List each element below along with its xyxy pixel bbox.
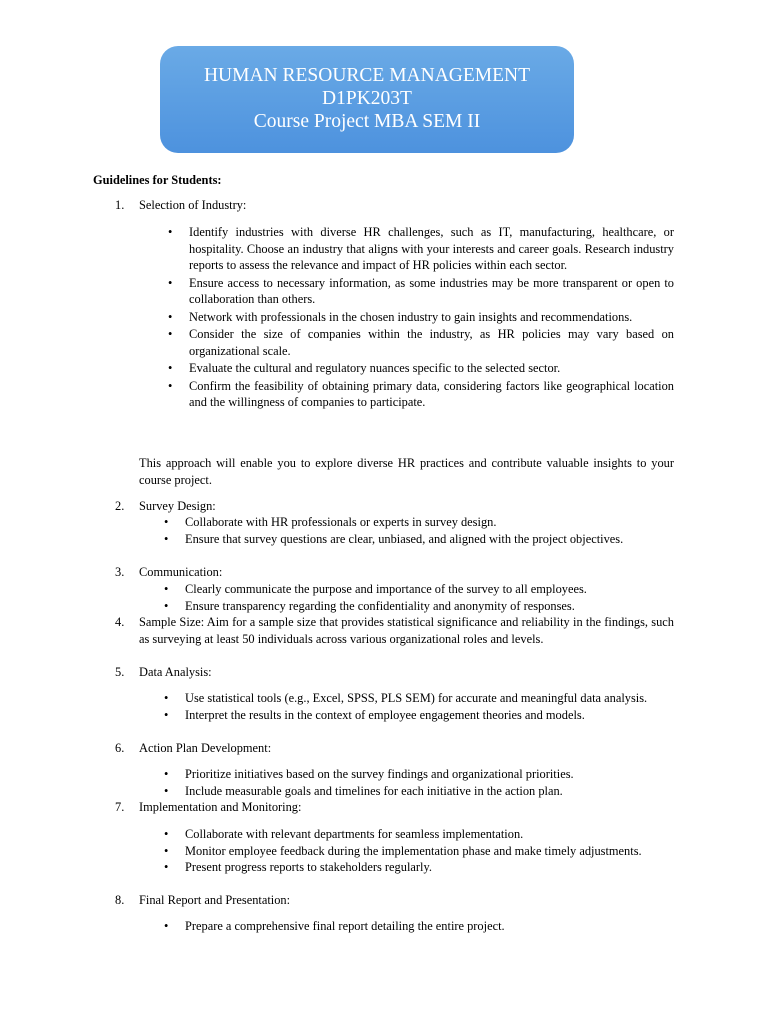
- section-6-bullets: [185, 766, 674, 799]
- section-7-bullets: [185, 826, 674, 876]
- section-title: Action Plan Development:: [139, 741, 272, 755]
- list-item: • Prioritize initiatives based on the survey findings and organizational priorities.: [185, 766, 674, 783]
- list-item: • Identify industries with diverse HR challenges, such as IT, manufacturing, healthcare, or hospitality. Choose an industry that aligns with your interests and career goals. Research industry reports to assess the relevance and impact of HR policies within each sector.: [189, 224, 674, 274]
- list-item: • Collaborate with relevant departments for seamless implementation.: [185, 826, 674, 843]
- section-1-closing: This approach will enable you to explore diverse HR practices and contribute valuable insights to your course project.: [139, 456, 674, 487]
- section-8-bullets: [185, 918, 674, 935]
- section-number: 2.: [115, 499, 125, 513]
- list-item: • Collaborate with HR professionals or experts in survey design.: [185, 514, 674, 531]
- section-3-bullets: [185, 581, 674, 614]
- section-number: 3.: [115, 565, 125, 579]
- section-title: Implementation and Monitoring:: [139, 800, 302, 814]
- section-title: Communication:: [139, 565, 223, 579]
- section-5-bullets: [185, 690, 674, 723]
- course-title: HUMAN RESOURCE MANAGEMENT: [203, 65, 531, 86]
- list-item: • Interpret the results in the context of employee engagement theories and models.: [185, 707, 674, 724]
- list-item: • Consider the size of companies within the industry, as HR policies may vary based on organizational scale.: [189, 326, 674, 359]
- list-item: • Present progress reports to stakeholders regularly.: [185, 859, 674, 876]
- list-item: • Clearly communicate the purpose and importance of the survey to all employees.: [185, 581, 674, 598]
- section-number: 4.: [115, 615, 125, 629]
- list-item: • Ensure access to necessary information, as some industries may be more transparent or open to collaboration than others.: [189, 275, 674, 308]
- course-subtitle: Course Project MBA SEM II: [253, 111, 481, 132]
- list-item: • Ensure that survey questions are clear, unbiased, and aligned with the project objectives.: [185, 531, 674, 548]
- section-title: Data Analysis:: [139, 665, 212, 679]
- section-2-bullets: [185, 514, 674, 547]
- section-number: 6.: [115, 741, 125, 755]
- section-title: Final Report and Presentation:: [139, 893, 291, 907]
- list-item: • Use statistical tools (e.g., Excel, SPSS, PLS SEM) for accurate and meaningful data analysis.: [185, 690, 674, 707]
- list-item: • Evaluate the cultural and regulatory nuances specific to the selected sector.: [189, 360, 674, 377]
- course-code: D1PK203T: [322, 88, 412, 109]
- section-number: 8.: [115, 893, 125, 907]
- section-number: 7.: [115, 800, 125, 814]
- list-item: • Ensure transparency regarding the confidentiality and anonymity of responses.: [185, 598, 674, 615]
- section-number: 5.: [115, 665, 125, 679]
- list-item: • Prepare a comprehensive final report detailing the entire project.: [185, 918, 674, 935]
- list-item: • Include measurable goals and timelines for each initiative in the action plan.: [185, 783, 674, 800]
- title-banner: [160, 46, 574, 153]
- list-item: • Network with professionals in the chosen industry to gain insights and recommendations.: [189, 309, 674, 326]
- section-title: Selection of Industry:: [139, 198, 247, 212]
- section-title: Survey Design:: [139, 499, 216, 513]
- section-number: 1.: [115, 198, 125, 212]
- guidelines-heading: Guidelines for Students:: [93, 173, 222, 187]
- list-item: • Confirm the feasibility of obtaining primary data, considering factors like geographical location and the willingness of companies to participate.: [189, 378, 674, 411]
- list-item: • Monitor employee feedback during the implementation phase and make timely adjustments.: [185, 843, 674, 860]
- section-1-bullets: [189, 224, 674, 411]
- section-4-text: Sample Size: Aim for a sample size that provides statistical significance and reliability in the findings, such as surveying at least 50 individuals across various organizational roles and levels.: [139, 615, 674, 646]
